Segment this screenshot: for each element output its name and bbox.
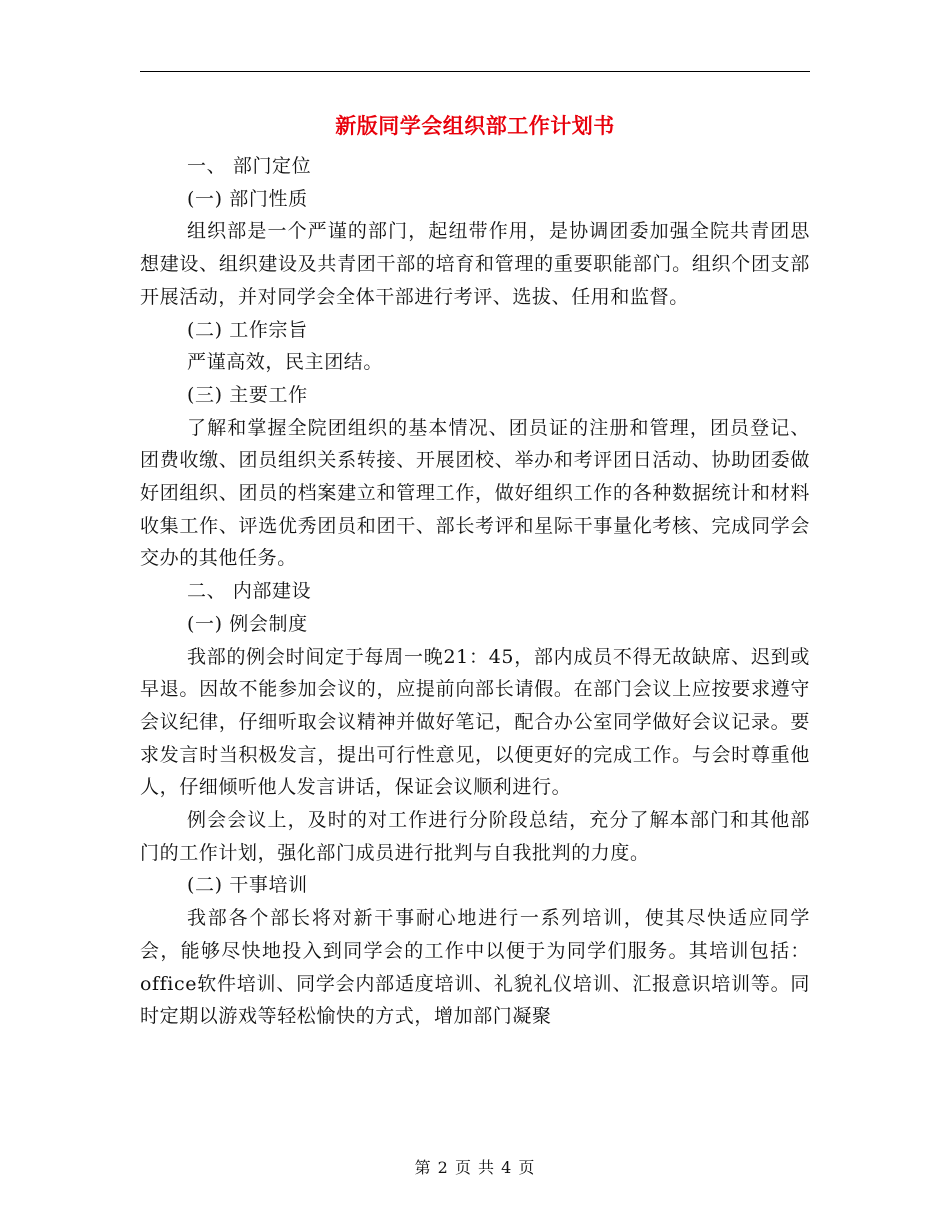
heading-subsection: (一) 部门性质: [187, 187, 308, 210]
heading-subsection: (一) 例会制度: [187, 612, 308, 635]
heading-subsection: (二) 工作宗旨: [187, 318, 308, 341]
heading-section-1: 一、 部门定位: [187, 155, 312, 177]
document-body: [140, 150, 810, 1033]
heading-section-2: 二、 内部建设: [187, 580, 312, 603]
heading-subsection: (二) 干事培训: [187, 874, 308, 897]
header-rule: [140, 71, 810, 72]
body-paragraph: 严谨高效，民主团结。: [187, 351, 384, 374]
heading-subsection: (三) 主要工作: [187, 383, 308, 406]
body-paragraph: 我部的例会时间定于每周一晚21：45，部内成员不得无故缺席、迟到或早退。因故不能参加会议的，应提前向部长请假。在部门会议上应按要求遵守会议纪律，仔细听取会议精神并做好笔记，配合办公室同学做好会议记录。要求发言时当积极发言，提出可行性意见，以便更好的完成工作。与会时尊重他人，仔细倾听他人发言讲话，保证会议顺利进行。: [140, 645, 810, 799]
body-paragraph: 组织部是一个严谨的部门，起纽带作用，是协调团委加强全院共青团思想建设、组织建设及共青团干部的培育和管理的重要职能部门。组织个团支部开展活动，并对同学会全体干部进行考评、选拔、任用和监督。: [140, 220, 810, 308]
document-title: 新版同学会组织部工作计划书: [335, 114, 615, 138]
page-footer: 第 2 页 共 4 页: [414, 1158, 536, 1177]
body-paragraph: 我部各个部长将对新干事耐心地进行一系列培训，使其尽快适应同学会，能够尽快地投入到同学会的工作中以便于为同学们服务。其培训包括：office软件培训、同学会内部适度培训、礼貌礼仪培训、汇报意识培训等。同时定期以游戏等轻松愉快的方式，增加部门凝聚: [140, 907, 810, 1028]
body-paragraph: 例会会议上，及时的对工作进行分阶段总结，充分了解本部门和其他部门的工作计划，强化部门成员进行批判与自我批判的力度。: [140, 809, 810, 864]
body-paragraph: 了解和掌握全院团组织的基本情况、团员证的注册和管理，团员登记、团费收缴、团员组织关系转接、开展团校、举办和考评团日活动、协助团委做好团组织、团员的档案建立和管理工作，做好组织工作的各种数据统计和材料收集工作、评选优秀团员和团干、部长考评和星际干事量化考核、完成同学会交办的其他任务。: [140, 416, 810, 570]
